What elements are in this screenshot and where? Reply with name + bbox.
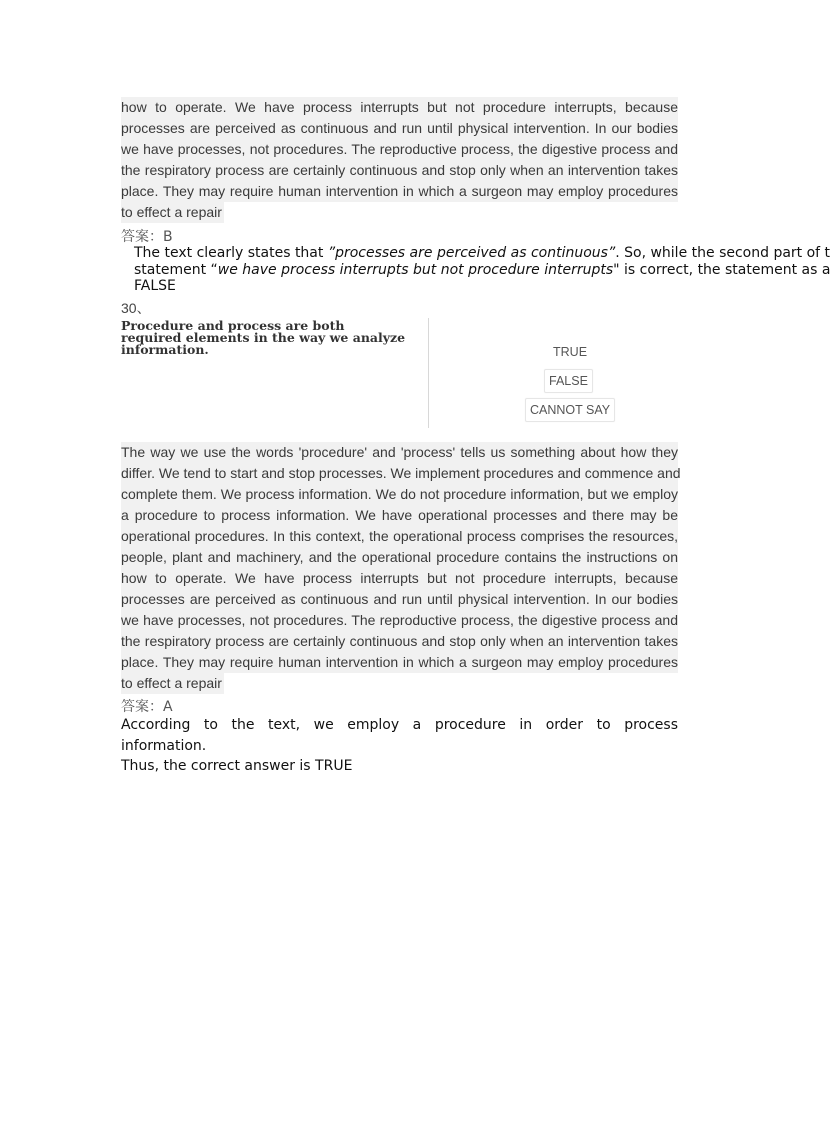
passage-line: we have processes, not procedures. The reproductive process, the digestive process and [121, 139, 678, 160]
passage-line: people, plant and machinery, and the operational procedure contains the instructions on [121, 547, 678, 568]
passage-line: to effect a repair [121, 202, 224, 223]
passage-line: differ. We tend to start and stop processes. We implement procedures and commence and [121, 463, 678, 484]
q30-explanation-line2: information. [121, 737, 207, 754]
q30-explanation-line3: Thus, the correct answer is TRUE [121, 758, 353, 774]
passage-line: to effect a repair [121, 673, 224, 694]
q29-passage [121, 97, 678, 223]
passage-line: operational procedures. In this context, the operational process comprises the resources, [121, 526, 678, 547]
q29-explanation-line2: statement “we have process interrupts but not procedure interrupts" is correct, the statement as a [134, 261, 830, 278]
question-prompt: Procedure and process are both required elements in the way we analyze information. [121, 318, 406, 357]
passage-line: processes are perceived as continuous and run until physical intervention. In our bodies [121, 589, 678, 610]
passage-line: a procedure to process information. We have operational processes and there may be [121, 505, 678, 526]
passage-line: complete them. We process information. We do not procedure information, but we employ [121, 484, 678, 505]
passage-line: the respiratory process are certainly continuous and stop only when an intervention takes [121, 160, 678, 181]
passage-line: place. They may require human intervention in which a surgeon may employ procedures [121, 181, 678, 202]
question-divider [428, 318, 429, 428]
passage-line: we have processes, not procedures. The reproductive process, the digestive process and [121, 610, 678, 631]
passage-line: The way we use the words 'procedure' and 'process' tells us something about how they [121, 442, 678, 463]
q29-explanation-line3: FALSE [134, 278, 176, 294]
passage-line: how to operate. We have process interrupts but not procedure interrupts, because [121, 97, 678, 118]
option-false[interactable]: FALSE [544, 369, 593, 393]
q30-explanation-line1: According to the text, we employ a procedure in order to process [121, 717, 678, 733]
q30-answer-label: 答案：A [121, 699, 173, 715]
passage-line: place. They may require human intervention in which a surgeon may employ procedures [121, 652, 678, 673]
passage-line: processes are perceived as continuous and run until physical intervention. In our bodies [121, 118, 678, 139]
passage-line: how to operate. We have process interrupts but not procedure interrupts, because [121, 568, 678, 589]
q30-passage [121, 442, 681, 694]
option-true[interactable]: TRUE [548, 340, 592, 364]
q29-answer-label: 答案：B [121, 229, 173, 245]
q29-explanation-line1: The text clearly states that ”processes are perceived as continuous”. So, while the second part of t [134, 245, 830, 261]
question-number: 30、 [121, 300, 151, 316]
passage-line: the respiratory process are certainly continuous and stop only when an intervention takes [121, 631, 678, 652]
option-cannot-say[interactable]: CANNOT SAY [525, 398, 615, 422]
q30-explanation [121, 715, 678, 777]
q29-explanation [134, 245, 830, 295]
